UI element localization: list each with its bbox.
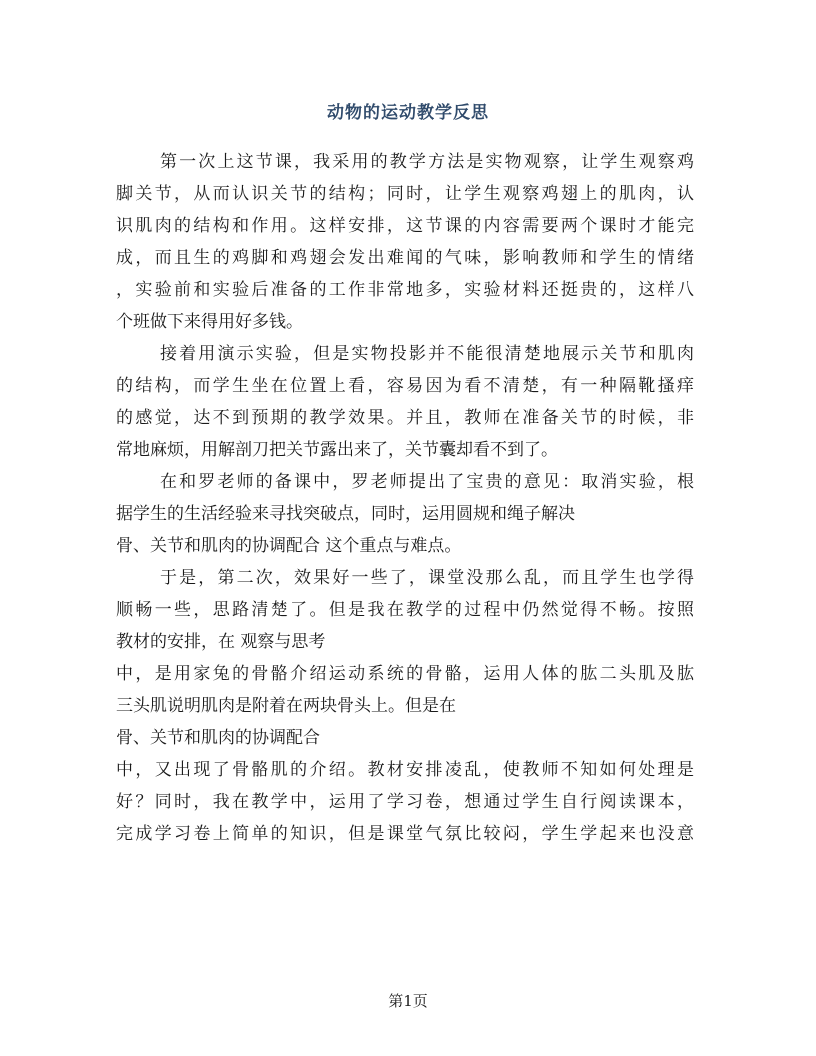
- text-line: 教材的安排，在 观察与思考: [116, 632, 326, 652]
- text-line: 个班做下来得用好多钱。: [116, 312, 303, 332]
- paragraph-1: [116, 146, 694, 338]
- text-line: 骨、关节和肌肉的协调配合 这个重点与难点。: [116, 536, 462, 556]
- text-line: 脚关节，从而认识关节的结构；同时，让学生观察鸡翅上的肌肉，认: [116, 184, 694, 204]
- page-number: 第1页: [388, 992, 428, 1010]
- document-body: [116, 146, 694, 850]
- text-line: 第一次上这节课，我采用的教学方法是实物观察，让学生观察鸡: [160, 152, 694, 172]
- text-line: 中，是用家兔的骨骼介绍运动系统的骨骼，运用人体的肱二头肌及肱: [116, 664, 694, 684]
- text-line: 常地麻烦，用解剖刀把关节露出来了，关节囊却看不到了。: [116, 440, 558, 460]
- text-line: 据学生的生活经验来寻找突破点，同时，运用圆规和绳子解决: [116, 504, 575, 524]
- text-line: 顺畅一些，思路清楚了。但是我在教学的过程中仍然觉得不畅。按照: [116, 600, 694, 620]
- text-line: 的结构，而学生坐在位置上看，容易因为看不清楚，有一种隔靴搔痒: [116, 376, 694, 396]
- text-line: 成，而且生的鸡脚和鸡翅会发出难闻的气味，影响教师和学生的情绪: [116, 248, 694, 268]
- paragraph-3: [116, 466, 694, 562]
- text-line: 识肌肉的结构和作用。这样安排，这节课的内容需要两个课时才能完: [116, 216, 694, 236]
- text-line: 好？同时，我在教学中，运用了学习卷，想通过学生自行阅读课本，: [116, 792, 694, 812]
- text-line: 在和罗老师的备课中，罗老师提出了宝贵的意见：取消实验，根: [160, 472, 694, 492]
- text-line: 中，又出现了骨骼肌的介绍。教材安排凌乱，使教师不知如何处理是: [116, 760, 694, 780]
- text-line: 于是，第二次，效果好一些了，课堂没那么乱，而且学生也学得: [160, 568, 694, 588]
- text-line: 接着用演示实验，但是实物投影并不能很清楚地展示关节和肌肉: [160, 344, 694, 364]
- text-line: 完成学习卷上简单的知识，但是课堂气氛比较闷，学生学起来也没意: [116, 824, 694, 844]
- text-line: 骨、关节和肌肉的协调配合: [116, 728, 320, 748]
- text-line: ，实验前和实验后准备的工作非常地多，实验材料还挺贵的，这样八: [116, 280, 694, 300]
- paragraph-2: [116, 338, 694, 466]
- document-title: 动物的运动教学反思: [327, 103, 489, 123]
- text-line: 的感觉，达不到预期的教学效果。并且，教师在准备关节的时候，非: [116, 408, 694, 428]
- paragraph-4: [116, 562, 694, 850]
- text-line: 三头肌说明肌肉是附着在两块骨头上。但是在: [116, 696, 456, 716]
